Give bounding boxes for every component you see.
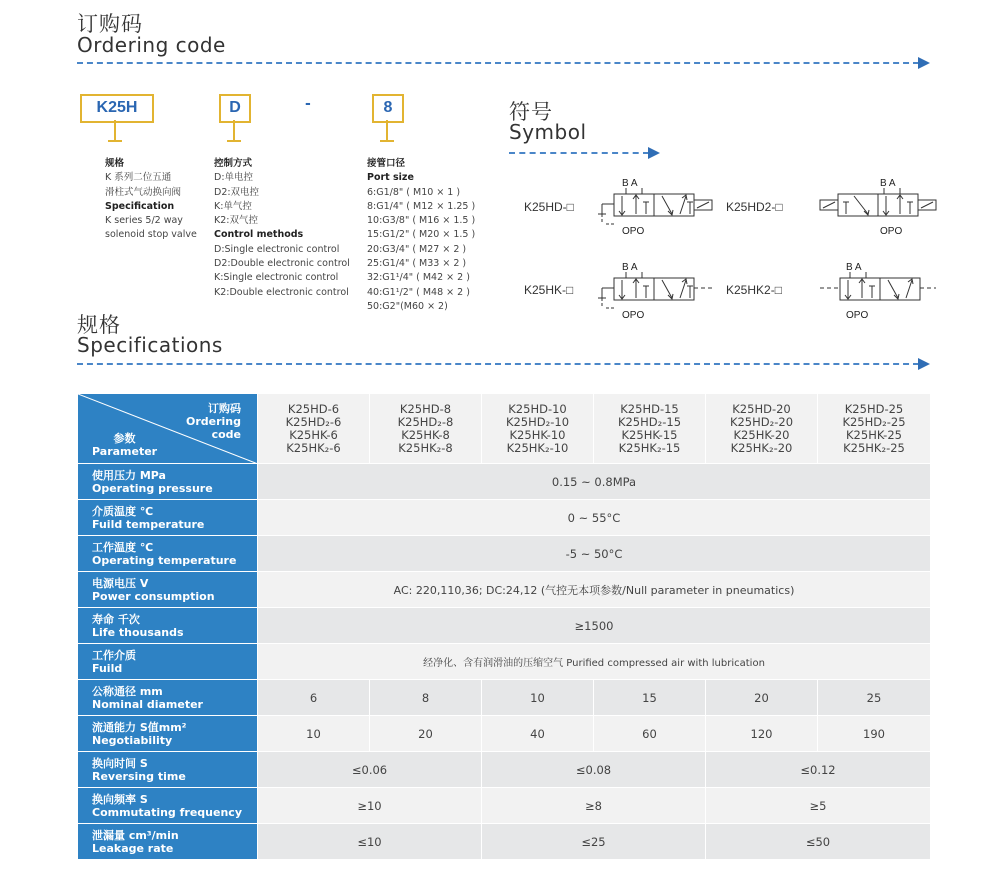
- port-description: [367, 157, 475, 314]
- table-corner-cell: [78, 394, 258, 464]
- symbol-label-k25hk: K25HK-□: [524, 283, 574, 297]
- table-row: [78, 788, 931, 824]
- symbol-port-top: B A: [880, 178, 896, 189]
- valve-symbol-k25hd2-icon: [818, 174, 940, 238]
- code-box-port: 8: [372, 94, 404, 123]
- param-cell: [78, 644, 258, 680]
- symbol-port-top: B A: [622, 262, 638, 273]
- model-code: K25HD₂-20: [729, 414, 794, 429]
- code-tick-port-foot: [380, 140, 394, 142]
- model-code: K25HD₂-6: [285, 414, 342, 429]
- control-desc-title-cn: 控制方式: [214, 158, 253, 169]
- param-cn: 电源电压 V: [92, 576, 149, 590]
- model-code: K25HD-20: [732, 401, 791, 416]
- model-code: K25HK-8: [401, 427, 450, 442]
- port-desc-line: 32:G1¹/4" ( M42 × 2 ): [367, 272, 470, 284]
- symbol-divider: [509, 152, 649, 154]
- corner-bottom-en: Parameter: [92, 445, 158, 458]
- model-code: K25HK-20: [733, 427, 790, 442]
- code-separator: -: [305, 96, 311, 112]
- model-code: K25HD-8: [399, 401, 452, 416]
- spec-desc-line: 滑柱式气动换向阀: [105, 186, 182, 198]
- value-cell: 10: [482, 680, 594, 716]
- symbol-port-bottom: OPO: [622, 226, 645, 237]
- param-cn: 寿命 千次: [92, 612, 140, 626]
- port-desc-line: 50:G2"(M60 × 2): [367, 300, 448, 312]
- table-row: [78, 752, 931, 788]
- param-cn: 流通能力 S值mm²: [92, 720, 187, 734]
- value-cell: AC: 220,110,36; DC:24,12 (气控无本项参数/Null parameter in pneumatics): [258, 572, 931, 608]
- control-desc-line: D:单电控: [214, 172, 254, 184]
- value-cell: 190: [818, 716, 931, 752]
- table-row: [78, 716, 931, 752]
- ordering-title-cn: 订购码: [77, 12, 143, 36]
- control-desc-line: D2:双电控: [214, 186, 260, 198]
- param-cell: [78, 752, 258, 788]
- param-en: Fuild: [92, 661, 123, 675]
- param-en: Fuild temperature: [92, 517, 205, 531]
- model-code: K25HK-15: [621, 427, 678, 442]
- param-en: Commutating frequency: [92, 805, 242, 819]
- model-code: K25HD-6: [287, 401, 340, 416]
- symbol-label-k25hd2: K25HD2-□: [726, 200, 783, 214]
- model-header-cell: [258, 394, 370, 464]
- param-en: Negotiability: [92, 733, 173, 747]
- symbol-port-bottom: OPO: [846, 310, 869, 321]
- control-desc-line: K2:双气控: [214, 215, 258, 227]
- table-header-row: [78, 394, 931, 464]
- code-box-series: K25H: [80, 94, 154, 123]
- spec-desc-line: solenoid stop valve: [105, 229, 197, 241]
- model-code: K25HK-6: [289, 427, 338, 442]
- port-desc-line: 10:G3/8" ( M16 × 1.5 ): [367, 215, 476, 227]
- value-cell: ≥8: [482, 788, 706, 824]
- corner-top-en2: code: [211, 428, 241, 441]
- param-cell: [78, 680, 258, 716]
- model-code: K25HK-10: [509, 427, 566, 442]
- model-code: K25HK₂-6: [286, 440, 341, 455]
- table-row: [78, 536, 931, 572]
- param-cn: 换向时间 S: [92, 756, 148, 770]
- value-cell: 40: [482, 716, 594, 752]
- model-code: K25HK₂-15: [618, 440, 681, 455]
- port-desc-title-cn: 接管口径: [367, 158, 406, 169]
- control-desc-line: K2:Double electronic control: [214, 286, 349, 298]
- model-code: K25HD₂-8: [397, 414, 454, 429]
- corner-bottom-cn: 参数: [113, 432, 136, 445]
- value-cell: 10: [258, 716, 370, 752]
- specs-arrow-icon: [918, 358, 930, 370]
- port-desc-title-en: Port size: [367, 172, 414, 184]
- symbol-port-bottom: OPO: [622, 310, 645, 321]
- value-cell: 20: [370, 716, 482, 752]
- param-en: Reversing time: [92, 769, 186, 783]
- value-cell: ≤10: [258, 824, 482, 860]
- model-code: K25HK₂-8: [398, 440, 453, 455]
- code-tick-control: [233, 120, 235, 140]
- param-en: Operating temperature: [92, 553, 237, 567]
- value-cell: 0 ~ 55°C: [258, 500, 931, 536]
- param-en: Nominal diameter: [92, 697, 203, 711]
- control-desc-line: D:Single electronic control: [214, 243, 340, 255]
- param-cell: [78, 536, 258, 572]
- control-desc-line: K:Single electronic control: [214, 272, 339, 284]
- table-row: [78, 824, 931, 860]
- port-desc-line: 40:G1¹/2" ( M48 × 2 ): [367, 286, 470, 298]
- value-cell: 25: [818, 680, 931, 716]
- model-header-cell: [482, 394, 594, 464]
- symbol-label-k25hk2: K25HK2-□: [726, 283, 782, 297]
- param-cell: [78, 464, 258, 500]
- model-header-cell: [594, 394, 706, 464]
- param-cell: [78, 572, 258, 608]
- value-cell: -5 ~ 50°C: [258, 536, 931, 572]
- value-cell: ≤0.06: [258, 752, 482, 788]
- value-cell: ≤25: [482, 824, 706, 860]
- model-header-cell: [370, 394, 482, 464]
- param-cell: [78, 788, 258, 824]
- value-cell: ≤0.08: [482, 752, 706, 788]
- table-row: [78, 464, 931, 500]
- valve-symbol-k25hk2-icon: [818, 258, 940, 322]
- param-cn: 使用压力 MPa: [92, 468, 166, 482]
- param-cn: 介质温度 ℃: [92, 504, 154, 518]
- model-code: K25HD-10: [508, 401, 567, 416]
- param-cell: [78, 500, 258, 536]
- param-cell: [78, 716, 258, 752]
- param-en: Leakage rate: [92, 841, 174, 855]
- value-cell: ≥5: [706, 788, 931, 824]
- table-row: [78, 500, 931, 536]
- symbol-arrow-icon: [648, 147, 660, 159]
- specs-title-en: Specifications: [77, 333, 223, 357]
- corner-top-cn: 订购码: [208, 402, 241, 415]
- model-code: K25HD₂-10: [505, 414, 570, 429]
- value-cell: ≥1500: [258, 608, 931, 644]
- code-tick-series: [114, 120, 116, 140]
- code-tick-control-foot: [227, 140, 241, 142]
- table-row: [78, 680, 931, 716]
- value-cell: 6: [258, 680, 370, 716]
- model-header-cell: [818, 394, 931, 464]
- control-desc-line: D2:Double electronic control: [214, 258, 350, 270]
- model-code: K25HK-25: [846, 427, 902, 442]
- spec-desc-title-en: Specification: [105, 200, 175, 212]
- param-en: Power consumption: [92, 589, 215, 603]
- model-header-cell: [706, 394, 818, 464]
- spec-desc-line: K series 5/2 way: [105, 215, 183, 227]
- symbol-port-bottom: OPO: [880, 226, 903, 237]
- symbol-title-en: Symbol: [509, 120, 587, 144]
- model-code: K25HK₂-25: [843, 440, 905, 455]
- model-code: K25HD-25: [844, 401, 904, 416]
- code-tick-port: [386, 120, 388, 140]
- specs-title-cn: 规格: [77, 313, 121, 337]
- specs-divider: [77, 363, 919, 365]
- valve-symbol-k25hd-icon: [596, 174, 718, 238]
- value-cell: ≤0.12: [706, 752, 931, 788]
- value-cell: 0.15 ~ 0.8MPa: [258, 464, 931, 500]
- symbol-port-top: B A: [622, 178, 638, 189]
- spec-desc-line: K 系列二位五通: [105, 172, 172, 184]
- control-description: [214, 157, 350, 300]
- symbol-title-cn: 符号: [509, 100, 553, 124]
- spec-desc-title-cn: 规格: [105, 158, 125, 169]
- ordering-divider: [77, 62, 919, 64]
- param-cn: 换向频率 S: [92, 792, 148, 806]
- ordering-arrow-icon: [918, 57, 930, 69]
- param-cn: 工作温度 ℃: [92, 540, 154, 554]
- corner-top-en1: Ordering: [185, 415, 241, 428]
- param-cn: 工作介质: [92, 648, 136, 662]
- table-row: [78, 608, 931, 644]
- model-code: K25HD₂-15: [617, 414, 682, 429]
- spec-table: [77, 393, 931, 860]
- value-cell: 经净化、含有润滑油的压缩空气 Purified compressed air with lubrication: [258, 644, 931, 680]
- value-cell: 15: [594, 680, 706, 716]
- param-cell: [78, 824, 258, 860]
- model-code: K25HK₂-10: [506, 440, 569, 455]
- value-cell: 120: [706, 716, 818, 752]
- value-cell: ≤50: [706, 824, 931, 860]
- model-code: K25HD-15: [620, 401, 679, 416]
- param-en: Operating pressure: [92, 481, 213, 495]
- param-en: Life thousands: [92, 625, 184, 639]
- valve-symbol-k25hk-icon: [596, 258, 718, 322]
- port-desc-line: 20:G3/4" ( M27 × 2 ): [367, 243, 467, 255]
- param-cell: [78, 608, 258, 644]
- port-desc-line: 25:G1/4" ( M33 × 2 ): [367, 258, 467, 270]
- table-row: [78, 644, 931, 680]
- control-desc-line: K:单气控: [214, 200, 252, 212]
- value-cell: 60: [594, 716, 706, 752]
- value-cell: ≥10: [258, 788, 482, 824]
- code-tick-series-foot: [108, 140, 122, 142]
- port-desc-line: 15:G1/2" ( M20 × 1.5 ): [367, 229, 476, 241]
- value-cell: 8: [370, 680, 482, 716]
- control-desc-title-en: Control methods: [214, 229, 304, 241]
- value-cell: 20: [706, 680, 818, 716]
- model-code: K25HD₂-25: [842, 414, 906, 429]
- param-cn: 公称通径 mm: [92, 684, 163, 698]
- table-row: [78, 572, 931, 608]
- port-desc-line: 8:G1/4" ( M12 × 1.25 ): [367, 200, 476, 212]
- symbol-port-top: B A: [846, 262, 862, 273]
- port-desc-line: 6:G1/8" ( M10 × 1 ): [367, 186, 461, 198]
- param-cn: 泄漏量 cm³/min: [92, 828, 179, 842]
- model-code: K25HK₂-20: [730, 440, 793, 455]
- ordering-title-en: Ordering code: [77, 33, 226, 57]
- code-box-control: D: [219, 94, 251, 123]
- spec-description: [105, 157, 197, 243]
- symbol-label-k25hd: K25HD-□: [524, 200, 574, 214]
